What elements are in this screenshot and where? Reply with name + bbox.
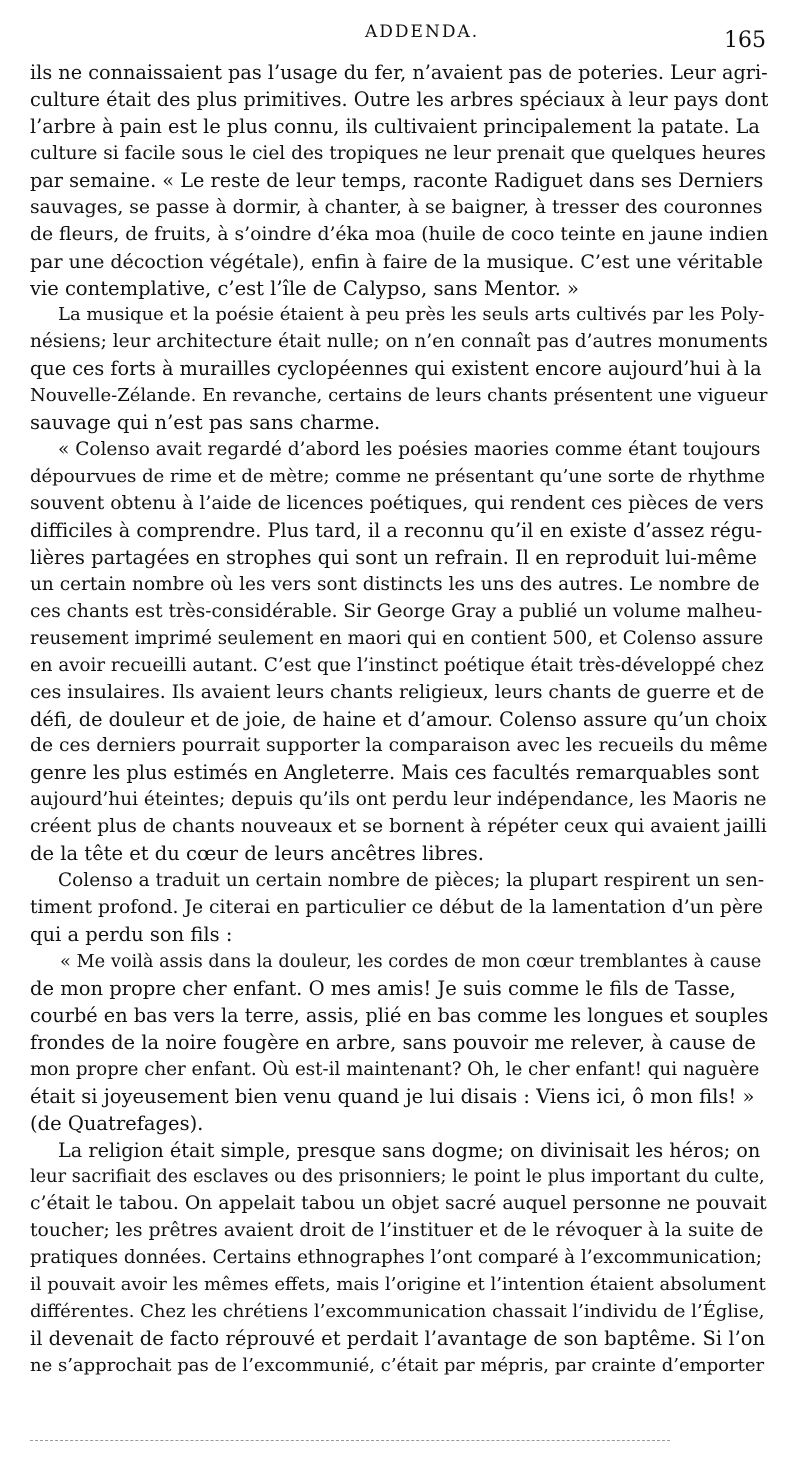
paragraph-music-poetry xyxy=(30,302,768,437)
text-line: culture si facile sous le ciel des tropiques ne leur prenait que quelques heures xyxy=(30,142,766,164)
paragraph-religion-tabou xyxy=(30,1138,768,1380)
text-line: timent profond. Je citerai en particulier ce début de la lamentation d’un père xyxy=(30,897,764,919)
text-line: difficiles à comprendre. Plus tard, il a reconnu qu’il en existe d’assez régu- xyxy=(30,518,763,542)
text-line: Nouvelle-Zélande. En revanche, certains de leurs chants présentent une vigueur xyxy=(30,385,768,407)
body-text xyxy=(30,60,768,1380)
text-line: en avoir recueilli autant. C’est que l’instinct poétique était très-développé chez xyxy=(30,654,764,676)
text-line: La musique et la poésie étaient à peu près les seuls arts cultivés par les Poly- xyxy=(58,304,765,326)
text-line: frondes de la noire fougère en arbre, sans pouvoir me relever, à cause de xyxy=(30,1030,756,1054)
text-line: par une décoction végétale), enfin à faire de la musique. C’est une véritable xyxy=(30,250,763,273)
text-line: culture était des plus primitives. Outre les arbres spéciaux à leur pays dont xyxy=(30,87,768,111)
text-line: genre les plus estimés en Angleterre. Mais ces facultés remarquables sont xyxy=(30,761,760,785)
text-line: sauvage qui n’est pas sans charme. xyxy=(30,411,381,435)
text-line: ces insulaires. Ils avaient leurs chants religieux, leurs chants de guerre et de xyxy=(30,681,765,703)
text-line: La religion était simple, presque sans dogme; on divinisait les héros; on xyxy=(58,1138,761,1162)
text-line: de mon propre cher enfant. O mes amis! Je suis comme le fils de Tasse, xyxy=(30,976,736,1000)
text-line: de la tête et du cœur de leurs ancêtres libres. xyxy=(30,842,484,866)
text-line: courbé en bas vers la terre, assis, plié en bas comme les longues et souples xyxy=(30,1003,768,1027)
text-line: reusement imprimé seulement en maori qui en contient 500, et Colenso assure xyxy=(30,627,764,649)
text-line: vie contemplative, c’est l’île de Calypso, sans Mentor. » xyxy=(30,276,579,300)
text-line: il devenait de facto réprouvé et perdait l’avantage de son baptême. Si l’on xyxy=(30,1327,766,1351)
text-line: l’arbre à pain est le plus connu, ils cultivaient principalement la patate. La xyxy=(30,114,760,138)
text-line: qui a perdu son fils : xyxy=(30,923,233,946)
text-line: pratiques données. Certains ethnographes l’ont comparé à l’excommunication; xyxy=(30,1247,763,1269)
text-line: un certain nombre où les vers sont distincts les uns des autres. Le nombre de xyxy=(30,573,760,595)
text-line: était si joyeusement bien venu quand je lui disais : Viens ici, ô mon fils! » xyxy=(30,1084,755,1108)
text-line: « Colenso avait regardé d’abord les poésies maories comme étant toujours xyxy=(58,439,761,461)
text-line: aujourd’hui éteintes; depuis qu’ils ont perdu leur indépendance, les Maoris ne xyxy=(30,789,767,811)
text-line: différentes. Chez les chrétiens l’excommunication chassait l’individu de l’Église, xyxy=(30,1301,765,1323)
text-line: leur sacrifiait des esclaves ou des prisonniers; le point le plus important du culte, xyxy=(30,1167,765,1188)
text-line: ne s’approchait pas de l’excommunié, c’était par mépris, par crainte d’emporter xyxy=(30,1355,765,1376)
text-line: souvent obtenu à l’aide de licences poétiques, qui rendent ces pièces de vers xyxy=(30,493,764,514)
text-line: mon propre cher enfant. Où est-il maintenant? Oh, le cher enfant! qui naguère xyxy=(30,1058,760,1080)
text-line: que ces forts à murailles cyclopéennes qui existent encore aujourd’hui à la xyxy=(30,357,762,381)
text-line: de fleurs, de fruits, à s’oindre d’éka moa (huile de coco teinte en jaune indien xyxy=(30,223,768,245)
page-number: 165 xyxy=(724,28,766,53)
paragraph-colenso-poetry xyxy=(30,437,768,868)
page-header xyxy=(0,0,800,60)
text-line: il pouvait avoir les mêmes effets, mais l’origine et l’intention étaient absolument xyxy=(30,1274,766,1296)
text-line: Colenso a traduit un certain nombre de pièces; la plupart respirent un sen- xyxy=(58,870,765,892)
text-line: par semaine. « Le reste de leur temps, raconte Radiguet dans ses Derniers xyxy=(30,168,764,192)
text-line: dépourvues de rime et de mètre; comme ne présentant qu’une sorte de rhythme xyxy=(30,466,765,488)
text-line: c’était le tabou. On appelait tabou un objet sacré auquel personne ne pouvait xyxy=(30,1193,767,1215)
paragraph-colenso-translation xyxy=(30,868,768,949)
paragraph-polynesian-culture xyxy=(30,60,768,302)
paragraph-lamentation-quote xyxy=(30,949,768,1138)
bottom-rule xyxy=(30,1440,670,1443)
text-line: de ces derniers pourrait supporter la comparaison avec les recueils du même xyxy=(30,735,768,757)
text-line: nésiens; leur architecture était nulle; on n’en connaît pas d’autres monuments xyxy=(30,331,768,353)
text-line: sauvages, se passe à dormir, à chanter, à se baigner, à tresser des couronnes xyxy=(30,196,763,218)
running-title: ADDENDA. xyxy=(365,22,480,42)
text-line: créent plus de chants nouveaux et se bornent à répéter ceux qui avaient jailli xyxy=(30,816,767,838)
text-line: ces chants est très-considérable. Sir George Gray a publié un volume malheu- xyxy=(30,600,763,622)
text-line: lières partagées en strophes qui sont un refrain. Il en reproduit lui-même xyxy=(30,545,757,569)
text-line: (de Quatrefages). xyxy=(30,1111,204,1135)
text-line: « Me voilà assis dans la douleur, les cordes de mon cœur tremblantes à cause xyxy=(60,951,762,972)
text-line: défi, de douleur et de joie, de haine et d’amour. Colenso assure qu’un choix xyxy=(30,707,767,731)
text-line: ils ne connaissaient pas l’usage du fer, n’avaient pas de poteries. Leur agri- xyxy=(30,61,768,84)
text-line: toucher; les prêtres avaient droit de l’instituer et de le révoquer à la suite de xyxy=(30,1220,764,1242)
